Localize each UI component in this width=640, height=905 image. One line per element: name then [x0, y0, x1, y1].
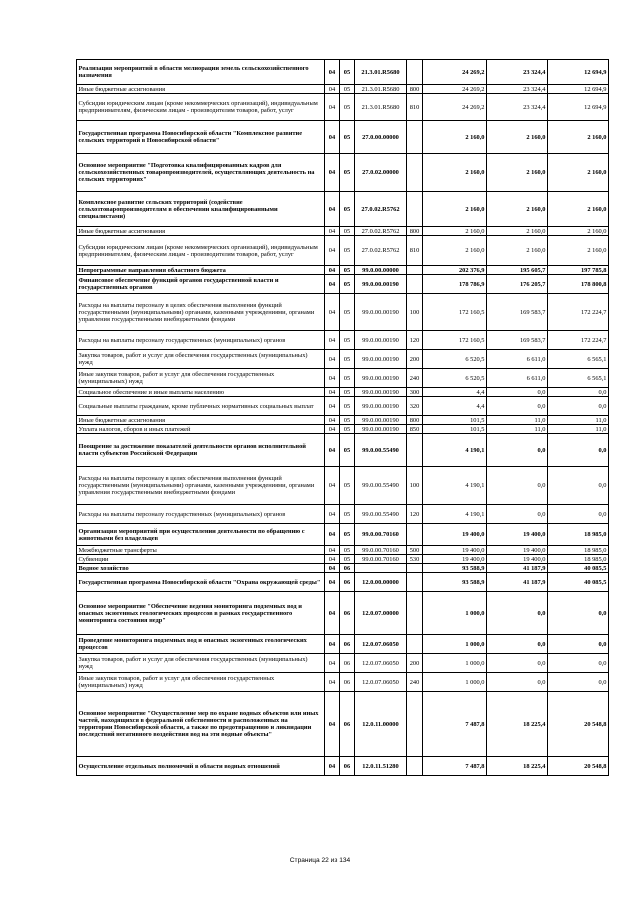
row-amount-year2-cell: 0,0: [487, 505, 548, 524]
row-subsection-cell: 06: [340, 592, 355, 635]
row-name-cell: Расходы на выплаты персоналу в целях обеспечения выполнения функций государственными (муниципальными) органами, казенными учреждениями, органами управления государственными внебюджетными фондами: [77, 294, 325, 331]
row-section-cell: 04: [325, 397, 340, 416]
row-expense-type-cell: [407, 564, 423, 573]
row-amount-year2-cell: 0,0: [487, 388, 548, 397]
row-subsection-cell: 06: [340, 757, 355, 776]
row-expense-type-cell: 810: [407, 94, 423, 121]
row-expense-type-cell: [407, 757, 423, 776]
row-amount-year1-cell: 24 269,2: [423, 85, 487, 94]
row-amount-year2-cell: 18 225,4: [487, 692, 548, 757]
row-amount-year2-cell: 169 583,7: [487, 331, 548, 350]
table-row: [77, 60, 609, 85]
row-amount-year1-cell: 2 160,0: [423, 192, 487, 227]
row-target-article-cell: 99.0.00.70160: [355, 555, 407, 564]
row-name-cell: Иные закупки товаров, работ и услуг для обеспечения государственных (муниципальных) нужд: [77, 673, 325, 692]
table-row: [77, 673, 609, 692]
row-section-cell: 04: [325, 350, 340, 369]
row-amount-year3-cell: 11,0: [548, 416, 609, 425]
row-amount-year3-cell: 20 548,8: [548, 692, 609, 757]
row-section-cell: 04: [325, 434, 340, 467]
row-amount-year2-cell: 23 324,4: [487, 60, 548, 85]
row-amount-year2-cell: 195 605,7: [487, 266, 548, 275]
row-amount-year1-cell: 1 000,0: [423, 592, 487, 635]
row-amount-year1-cell: 7 487,8: [423, 692, 487, 757]
row-name-cell: Расходы на выплаты персоналу государственных (муниципальных) органов: [77, 505, 325, 524]
row-name-cell: Реализация мероприятий в области мелиорации земель сельскохозяйственного назначения: [77, 60, 325, 85]
row-target-article-cell: 27.0.02.00000: [355, 154, 407, 192]
row-name-cell: Социальные выплаты гражданам, кроме публичных нормативных социальных выплат: [77, 397, 325, 416]
row-subsection-cell: 05: [340, 467, 355, 505]
table-row: [77, 397, 609, 416]
row-name-cell: Закупка товаров, работ и услуг для обеспечения государственных (муниципальных) нужд: [77, 654, 325, 673]
row-section-cell: 04: [325, 564, 340, 573]
row-section-cell: 04: [325, 654, 340, 673]
row-target-article-cell: 21.3.01.R5680: [355, 85, 407, 94]
row-section-cell: 04: [325, 85, 340, 94]
row-expense-type-cell: 300: [407, 388, 423, 397]
row-expense-type-cell: 800: [407, 416, 423, 425]
row-target-article-cell: 12.0.11.00000: [355, 692, 407, 757]
row-expense-type-cell: 800: [407, 85, 423, 94]
row-expense-type-cell: 500: [407, 546, 423, 555]
row-subsection-cell: 05: [340, 275, 355, 294]
row-name-cell: Основное мероприятие "Обеспечение ведения мониторинга подземных вод и опасных экзогенных геологических процессов в рамках государственного мониторинга состояния недр": [77, 592, 325, 635]
row-amount-year2-cell: 2 160,0: [487, 154, 548, 192]
row-expense-type-cell: 320: [407, 397, 423, 416]
row-section-cell: 04: [325, 388, 340, 397]
table-row: [77, 592, 609, 635]
row-name-cell: Поощрение за достижение показателей деятельности органов исполнительной власти субъектов Российской Федерации: [77, 434, 325, 467]
row-subsection-cell: 05: [340, 505, 355, 524]
table-row: [77, 505, 609, 524]
row-subsection-cell: 05: [340, 85, 355, 94]
row-target-article-cell: 12.0.07.00000: [355, 592, 407, 635]
row-amount-year1-cell: 6 520,5: [423, 369, 487, 388]
table-row: [77, 154, 609, 192]
table-row: [77, 369, 609, 388]
row-amount-year2-cell: 169 583,7: [487, 294, 548, 331]
row-amount-year3-cell: 0,0: [548, 673, 609, 692]
row-target-article-cell: 99.0.00.00190: [355, 294, 407, 331]
row-subsection-cell: 05: [340, 331, 355, 350]
row-expense-type-cell: 200: [407, 654, 423, 673]
table-row: [77, 524, 609, 546]
row-amount-year1-cell: 4 190,1: [423, 505, 487, 524]
row-name-cell: Уплата налогов, сборов и иных платежей: [77, 425, 325, 434]
row-amount-year2-cell: 6 611,0: [487, 350, 548, 369]
row-subsection-cell: 05: [340, 524, 355, 546]
table-row: [77, 266, 609, 275]
row-amount-year3-cell: 18 985,0: [548, 546, 609, 555]
row-amount-year3-cell: 11,0: [548, 425, 609, 434]
row-name-cell: Закупка товаров, работ и услуг для обеспечения государственных (муниципальных) нужд: [77, 350, 325, 369]
row-target-article-cell: 27.0.00.00000: [355, 121, 407, 154]
row-amount-year3-cell: 2 160,0: [548, 192, 609, 227]
row-expense-type-cell: [407, 275, 423, 294]
row-amount-year2-cell: 23 324,4: [487, 85, 548, 94]
row-amount-year3-cell: 172 224,7: [548, 331, 609, 350]
row-name-cell: Иные бюджетные ассигнования: [77, 416, 325, 425]
row-expense-type-cell: 200: [407, 350, 423, 369]
row-target-article-cell: 12.0.07.06050: [355, 673, 407, 692]
row-expense-type-cell: 240: [407, 369, 423, 388]
row-section-cell: 04: [325, 294, 340, 331]
row-amount-year1-cell: 7 487,8: [423, 757, 487, 776]
row-section-cell: 04: [325, 592, 340, 635]
row-amount-year2-cell: 0,0: [487, 673, 548, 692]
table-row: [77, 236, 609, 266]
row-section-cell: 04: [325, 154, 340, 192]
row-subsection-cell: 06: [340, 673, 355, 692]
row-subsection-cell: 05: [340, 434, 355, 467]
row-target-article-cell: 99.0.00.55490: [355, 467, 407, 505]
row-amount-year2-cell: 41 187,9: [487, 573, 548, 592]
row-subsection-cell: 05: [340, 121, 355, 154]
row-subsection-cell: 05: [340, 546, 355, 555]
row-subsection-cell: 05: [340, 192, 355, 227]
row-amount-year3-cell: 0,0: [548, 654, 609, 673]
table-row: [77, 331, 609, 350]
row-amount-year1-cell: 2 160,0: [423, 121, 487, 154]
row-amount-year2-cell: 23 324,4: [487, 94, 548, 121]
row-amount-year3-cell: 18 985,0: [548, 555, 609, 564]
row-name-cell: Субсидии юридическим лицам (кроме некоммерческих организаций), индивидуальным предпринимателям, физическим лицам - производителям товаров, работ, услуг: [77, 94, 325, 121]
row-amount-year1-cell: 4 190,1: [423, 434, 487, 467]
row-name-cell: Финансовое обеспечение функций органов государственной власти и государственных органов: [77, 275, 325, 294]
table-row: [77, 635, 609, 654]
row-section-cell: 04: [325, 266, 340, 275]
row-amount-year1-cell: 4 190,1: [423, 467, 487, 505]
table-row: [77, 416, 609, 425]
row-section-cell: 04: [325, 369, 340, 388]
row-amount-year1-cell: 24 269,2: [423, 60, 487, 85]
table-row: [77, 654, 609, 673]
row-section-cell: 04: [325, 635, 340, 654]
row-subsection-cell: 05: [340, 369, 355, 388]
row-target-article-cell: 27.0.02.R5762: [355, 236, 407, 266]
table-row: [77, 94, 609, 121]
table-row: [77, 294, 609, 331]
row-amount-year3-cell: 178 800,8: [548, 275, 609, 294]
row-target-article-cell: 99.0.00.00190: [355, 397, 407, 416]
row-amount-year1-cell: 202 376,9: [423, 266, 487, 275]
row-expense-type-cell: [407, 592, 423, 635]
row-amount-year2-cell: 0,0: [487, 635, 548, 654]
row-amount-year1-cell: 2 160,0: [423, 236, 487, 266]
row-amount-year3-cell: 20 548,8: [548, 757, 609, 776]
table-row: [77, 573, 609, 592]
row-amount-year1-cell: 101,5: [423, 425, 487, 434]
row-amount-year2-cell: 0,0: [487, 592, 548, 635]
row-name-cell: Иные закупки товаров, работ и услуг для обеспечения государственных (муниципальных) нужд: [77, 369, 325, 388]
row-subsection-cell: 05: [340, 60, 355, 85]
row-section-cell: 04: [325, 555, 340, 564]
row-section-cell: 04: [325, 416, 340, 425]
row-amount-year1-cell: 172 160,5: [423, 294, 487, 331]
row-expense-type-cell: [407, 524, 423, 546]
row-amount-year1-cell: 93 588,9: [423, 573, 487, 592]
row-target-article-cell: 99.0.00.70160: [355, 524, 407, 546]
row-expense-type-cell: 810: [407, 236, 423, 266]
row-name-cell: Государственная программа Новосибирской области "Комплексное развитие сельских территорий в Новосибирской области": [77, 121, 325, 154]
row-section-cell: 04: [325, 673, 340, 692]
row-section-cell: 04: [325, 524, 340, 546]
table-row: [77, 350, 609, 369]
row-amount-year3-cell: 0,0: [548, 505, 609, 524]
row-amount-year2-cell: 2 160,0: [487, 236, 548, 266]
row-target-article-cell: 99.0.00.55490: [355, 505, 407, 524]
row-amount-year3-cell: 172 224,7: [548, 294, 609, 331]
row-section-cell: 04: [325, 236, 340, 266]
row-amount-year3-cell: 2 160,0: [548, 236, 609, 266]
row-section-cell: 04: [325, 425, 340, 434]
row-target-article-cell: 99.0.00.00190: [355, 275, 407, 294]
row-amount-year1-cell: 4,4: [423, 388, 487, 397]
row-amount-year3-cell: 6 565,1: [548, 350, 609, 369]
budget-table-page: [76, 59, 608, 776]
row-subsection-cell: 05: [340, 416, 355, 425]
row-name-cell: Социальное обеспечение и иные выплаты населению: [77, 388, 325, 397]
row-amount-year2-cell: 2 160,0: [487, 227, 548, 236]
table-row: [77, 692, 609, 757]
row-amount-year1-cell: 1 000,0: [423, 635, 487, 654]
row-section-cell: 04: [325, 467, 340, 505]
row-subsection-cell: 05: [340, 266, 355, 275]
row-name-cell: Комплексное развитие сельских территорий (содействие сельхозтоваропроизводителям в обеспечении квалифицированными специалистами): [77, 192, 325, 227]
table-row: [77, 467, 609, 505]
row-name-cell: Основное мероприятие "Подготовка квалифицированных кадров для сельскохозяйственных товаропроизводителей, осуществляющих деятельность на сельских территориях": [77, 154, 325, 192]
row-expense-type-cell: [407, 192, 423, 227]
row-amount-year1-cell: 4,4: [423, 397, 487, 416]
table-row: [77, 564, 609, 573]
row-amount-year3-cell: 0,0: [548, 592, 609, 635]
budget-table: [76, 59, 609, 776]
row-amount-year3-cell: 40 085,5: [548, 564, 609, 573]
row-target-article-cell: 12.0.11.51280: [355, 757, 407, 776]
row-amount-year3-cell: 2 160,0: [548, 227, 609, 236]
row-amount-year1-cell: 6 520,5: [423, 350, 487, 369]
row-subsection-cell: 05: [340, 425, 355, 434]
row-name-cell: Субвенции: [77, 555, 325, 564]
row-target-article-cell: 99.0.00.55490: [355, 434, 407, 467]
row-amount-year1-cell: 178 786,9: [423, 275, 487, 294]
table-row: [77, 555, 609, 564]
row-name-cell: Расходы на выплаты персоналу государственных (муниципальных) органов: [77, 331, 325, 350]
row-subsection-cell: 06: [340, 573, 355, 592]
table-row: [77, 275, 609, 294]
row-target-article-cell: 27.0.02.R5762: [355, 227, 407, 236]
row-section-cell: 04: [325, 331, 340, 350]
row-target-article-cell: 12.0.07.06050: [355, 654, 407, 673]
row-name-cell: Иные бюджетные ассигнования: [77, 227, 325, 236]
row-section-cell: 04: [325, 275, 340, 294]
row-amount-year2-cell: 19 400,0: [487, 546, 548, 555]
row-name-cell: Осуществление отдельных полномочий в области водных отношений: [77, 757, 325, 776]
row-amount-year2-cell: 2 160,0: [487, 192, 548, 227]
row-expense-type-cell: [407, 266, 423, 275]
table-row: [77, 546, 609, 555]
row-amount-year2-cell: 41 187,9: [487, 564, 548, 573]
row-section-cell: 04: [325, 757, 340, 776]
row-amount-year1-cell: 172 160,5: [423, 331, 487, 350]
row-subsection-cell: 05: [340, 294, 355, 331]
row-section-cell: 04: [325, 94, 340, 121]
row-amount-year3-cell: 197 785,8: [548, 266, 609, 275]
row-target-article-cell: 99.0.00.70160: [355, 546, 407, 555]
row-amount-year3-cell: 0,0: [548, 388, 609, 397]
table-row: [77, 388, 609, 397]
row-amount-year3-cell: 12 694,9: [548, 94, 609, 121]
row-amount-year2-cell: 19 400,0: [487, 524, 548, 546]
row-amount-year2-cell: 11,0: [487, 425, 548, 434]
row-amount-year3-cell: 6 565,1: [548, 369, 609, 388]
row-amount-year2-cell: 0,0: [487, 397, 548, 416]
budget-table-body: [77, 60, 609, 776]
row-amount-year1-cell: 24 269,2: [423, 94, 487, 121]
row-amount-year3-cell: 0,0: [548, 397, 609, 416]
row-amount-year1-cell: 19 400,0: [423, 555, 487, 564]
row-name-cell: Субсидии юридическим лицам (кроме некоммерческих организаций), индивидуальным предпринимателям, физическим лицам - производителям товаров, работ, услуг: [77, 236, 325, 266]
row-amount-year3-cell: 2 160,0: [548, 154, 609, 192]
row-subsection-cell: 06: [340, 692, 355, 757]
row-expense-type-cell: [407, 60, 423, 85]
row-expense-type-cell: 530: [407, 555, 423, 564]
row-section-cell: 04: [325, 227, 340, 236]
table-row: [77, 425, 609, 434]
table-row: [77, 192, 609, 227]
row-amount-year1-cell: 1 000,0: [423, 673, 487, 692]
row-amount-year3-cell: 18 985,0: [548, 524, 609, 546]
row-amount-year2-cell: 0,0: [487, 654, 548, 673]
row-name-cell: Межбюджетные трансферты: [77, 546, 325, 555]
row-target-article-cell: 99.0.00.00190: [355, 369, 407, 388]
row-target-article-cell: 99.0.00.00190: [355, 350, 407, 369]
row-target-article-cell: 99.0.00.00190: [355, 416, 407, 425]
row-expense-type-cell: 800: [407, 227, 423, 236]
row-amount-year2-cell: 2 160,0: [487, 121, 548, 154]
row-subsection-cell: 05: [340, 94, 355, 121]
row-amount-year3-cell: 2 160,0: [548, 121, 609, 154]
row-target-article-cell: 99.0.00.00190: [355, 331, 407, 350]
row-amount-year3-cell: 0,0: [548, 635, 609, 654]
row-section-cell: 04: [325, 546, 340, 555]
row-subsection-cell: 06: [340, 564, 355, 573]
table-row: [77, 227, 609, 236]
row-amount-year3-cell: 12 694,9: [548, 60, 609, 85]
row-section-cell: 04: [325, 692, 340, 757]
row-amount-year1-cell: 1 000,0: [423, 654, 487, 673]
row-amount-year1-cell: 19 400,0: [423, 524, 487, 546]
page-footer: Страница 22 из 134: [289, 857, 351, 864]
row-name-cell: Организация мероприятий при осуществлении деятельности по обращению с животными без владельцев: [77, 524, 325, 546]
row-target-article-cell: 99.0.00.00190: [355, 425, 407, 434]
row-name-cell: Расходы на выплаты персоналу в целях обеспечения выполнения функций государственными (муниципальными) органами, казенными учреждениями, органами управления государственными внебюджетными фондами: [77, 467, 325, 505]
row-amount-year2-cell: 6 611,0: [487, 369, 548, 388]
row-section-cell: 04: [325, 573, 340, 592]
row-subsection-cell: 05: [340, 397, 355, 416]
table-row: [77, 85, 609, 94]
row-expense-type-cell: 120: [407, 505, 423, 524]
row-name-cell: Основное мероприятие "Осуществление мер по охране водных объектов или иных частей, находящихся в федеральной собственности и расположенных на территории Новосибирской области, а также по предотвращению и ликвидации последствий негативного воздействия вод на эти водные объекты": [77, 692, 325, 757]
row-name-cell: Иные бюджетные ассигнования: [77, 85, 325, 94]
row-target-article-cell: 99.0.00.00190: [355, 388, 407, 397]
table-row: [77, 434, 609, 467]
row-expense-type-cell: [407, 434, 423, 467]
row-target-article-cell: [355, 564, 407, 573]
row-amount-year3-cell: 40 085,5: [548, 573, 609, 592]
row-section-cell: 04: [325, 505, 340, 524]
row-amount-year2-cell: 19 400,0: [487, 555, 548, 564]
row-subsection-cell: 05: [340, 154, 355, 192]
row-amount-year1-cell: 2 160,0: [423, 227, 487, 236]
row-section-cell: 04: [325, 121, 340, 154]
row-expense-type-cell: [407, 121, 423, 154]
row-expense-type-cell: 100: [407, 467, 423, 505]
row-subsection-cell: 05: [340, 236, 355, 266]
row-target-article-cell: 99.0.00.00000: [355, 266, 407, 275]
row-expense-type-cell: [407, 692, 423, 757]
row-amount-year1-cell: 19 400,0: [423, 546, 487, 555]
row-amount-year2-cell: 18 225,4: [487, 757, 548, 776]
row-amount-year2-cell: 0,0: [487, 467, 548, 505]
row-section-cell: 04: [325, 192, 340, 227]
row-amount-year3-cell: 0,0: [548, 467, 609, 505]
row-amount-year2-cell: 176 205,7: [487, 275, 548, 294]
table-row: [77, 121, 609, 154]
row-subsection-cell: 06: [340, 635, 355, 654]
row-amount-year1-cell: 2 160,0: [423, 154, 487, 192]
row-target-article-cell: 27.0.02.R5762: [355, 192, 407, 227]
row-name-cell: Водное хозяйство: [77, 564, 325, 573]
row-target-article-cell: 12.0.00.00000: [355, 573, 407, 592]
row-expense-type-cell: [407, 635, 423, 654]
row-amount-year3-cell: 12 694,9: [548, 85, 609, 94]
row-subsection-cell: 05: [340, 350, 355, 369]
row-expense-type-cell: 100: [407, 294, 423, 331]
row-expense-type-cell: [407, 154, 423, 192]
row-expense-type-cell: [407, 573, 423, 592]
row-amount-year2-cell: 0,0: [487, 434, 548, 467]
row-expense-type-cell: 240: [407, 673, 423, 692]
row-subsection-cell: 06: [340, 654, 355, 673]
row-section-cell: 04: [325, 60, 340, 85]
row-amount-year1-cell: 93 588,9: [423, 564, 487, 573]
row-name-cell: Проведение мониторинга подземных вод и опасных экзогенных геологических процессов: [77, 635, 325, 654]
row-target-article-cell: 12.0.07.06050: [355, 635, 407, 654]
row-amount-year2-cell: 11,0: [487, 416, 548, 425]
row-expense-type-cell: 120: [407, 331, 423, 350]
row-name-cell: Непрограммные направления областного бюджета: [77, 266, 325, 275]
row-target-article-cell: 21.3.01.R5680: [355, 94, 407, 121]
row-target-article-cell: 21.3.01.R5680: [355, 60, 407, 85]
row-subsection-cell: 05: [340, 388, 355, 397]
row-name-cell: Государственная программа Новосибирской области "Охрана окружающей среды": [77, 573, 325, 592]
row-subsection-cell: 05: [340, 227, 355, 236]
row-expense-type-cell: 850: [407, 425, 423, 434]
row-subsection-cell: 05: [340, 555, 355, 564]
table-row: [77, 757, 609, 776]
row-amount-year3-cell: 0,0: [548, 434, 609, 467]
row-amount-year1-cell: 101,5: [423, 416, 487, 425]
